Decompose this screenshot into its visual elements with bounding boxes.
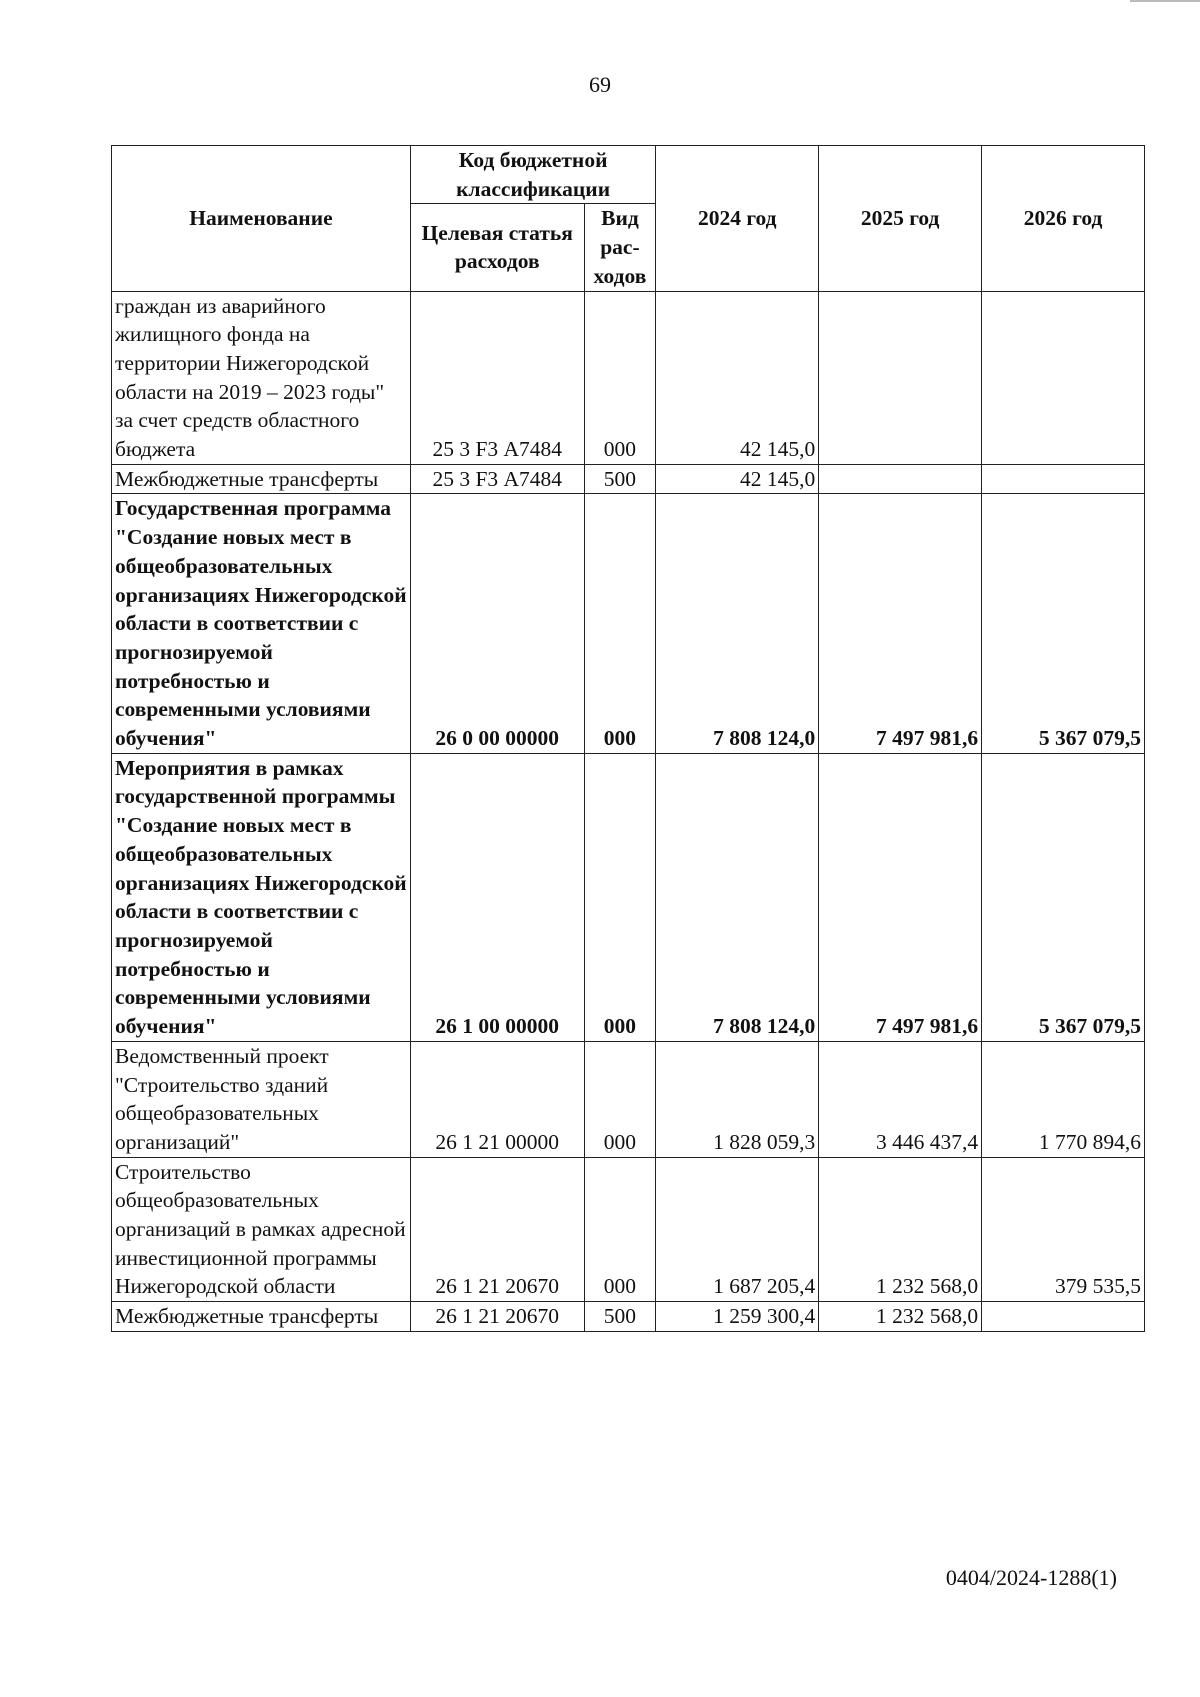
row-value-2024: 42 145,0 — [656, 291, 819, 464]
row-expense-kind: 500 — [584, 1302, 656, 1332]
row-value-2026 — [982, 1302, 1145, 1332]
header-year-2025: 2025 год — [819, 146, 982, 292]
row-expense-kind: 500 — [584, 464, 656, 494]
document-code: 0404/2024-1288(1) — [945, 1565, 1117, 1590]
header-target-article: Целевая статья расходов — [410, 204, 584, 291]
budget-table — [111, 145, 1145, 1332]
header-expense-kind: Вид рас-ходов — [584, 204, 656, 291]
row-name: граждан из аварийного жилищного фонда на территории Нижегородской области на 2019 – 2023 годы" за счет средств областного бюджета — [112, 291, 411, 464]
row-target-article: 26 1 21 20670 — [410, 1157, 584, 1302]
table-row — [112, 1157, 1145, 1302]
row-value-2024: 1 259 300,4 — [656, 1302, 819, 1332]
row-expense-kind: 000 — [584, 291, 656, 464]
row-value-2025: 7 497 981,6 — [819, 753, 982, 1041]
row-expense-kind: 000 — [584, 494, 656, 753]
header-code-group: Код бюджетной классификации — [410, 146, 655, 204]
row-value-2024: 7 808 124,0 — [656, 753, 819, 1041]
row-value-2026 — [982, 291, 1145, 464]
row-value-2024: 42 145,0 — [656, 464, 819, 494]
row-value-2025: 3 446 437,4 — [819, 1041, 982, 1157]
row-value-2026: 5 367 079,5 — [982, 753, 1145, 1041]
header-name: Наименование — [112, 146, 411, 292]
row-expense-kind: 000 — [584, 753, 656, 1041]
row-value-2026: 5 367 079,5 — [982, 494, 1145, 753]
row-target-article: 26 1 21 20670 — [410, 1302, 584, 1332]
row-name: Ведомственный проект "Строительство зданий общеобразовательных организаций" — [112, 1041, 411, 1157]
scan-edge-mark — [1130, 0, 1200, 2]
row-value-2025: 7 497 981,6 — [819, 494, 982, 753]
row-expense-kind: 000 — [584, 1041, 656, 1157]
row-value-2026: 1 770 894,6 — [982, 1041, 1145, 1157]
row-value-2026: 379 535,5 — [982, 1157, 1145, 1302]
row-value-2026 — [982, 464, 1145, 494]
row-value-2025: 1 232 568,0 — [819, 1157, 982, 1302]
table-row — [112, 464, 1145, 494]
row-name: Строительство общеобразовательных организаций в рамках адресной инвестиционной программы Нижегородской области — [112, 1157, 411, 1302]
table-row — [112, 494, 1145, 753]
row-name: Межбюджетные трансферты — [112, 464, 411, 494]
row-value-2024: 1 828 059,3 — [656, 1041, 819, 1157]
row-name: Мероприятия в рамках государственной программы "Создание новых мест в общеобразовательных организациях Нижегородской области в соответствии с прогнозируемой потребностью и современными условиями обучения" — [112, 753, 411, 1041]
row-name: Межбюджетные трансферты — [112, 1302, 411, 1332]
row-value-2024: 7 808 124,0 — [656, 494, 819, 753]
row-target-article: 25 3 F3 А7484 — [410, 291, 584, 464]
row-name: Государственная программа "Создание новых мест в общеобразовательных организациях Нижегородской области в соответствии с прогнозируемой потребностью и современными условиями обучения" — [112, 494, 411, 753]
row-target-article: 25 3 F3 А7484 — [410, 464, 584, 494]
row-value-2025 — [819, 464, 982, 494]
row-expense-kind: 000 — [584, 1157, 656, 1302]
row-target-article: 26 1 00 00000 — [410, 753, 584, 1041]
table-row — [112, 1041, 1145, 1157]
table-row — [112, 753, 1145, 1041]
header-year-2026: 2026 год — [982, 146, 1145, 292]
row-target-article: 26 1 21 00000 — [410, 1041, 584, 1157]
table-row — [112, 291, 1145, 464]
row-value-2025 — [819, 291, 982, 464]
row-target-article: 26 0 00 00000 — [410, 494, 584, 753]
row-value-2025: 1 232 568,0 — [819, 1302, 982, 1332]
header-year-2024: 2024 год — [656, 146, 819, 292]
page-number: 69 — [589, 72, 611, 97]
table-row — [112, 1302, 1145, 1332]
row-value-2024: 1 687 205,4 — [656, 1157, 819, 1302]
